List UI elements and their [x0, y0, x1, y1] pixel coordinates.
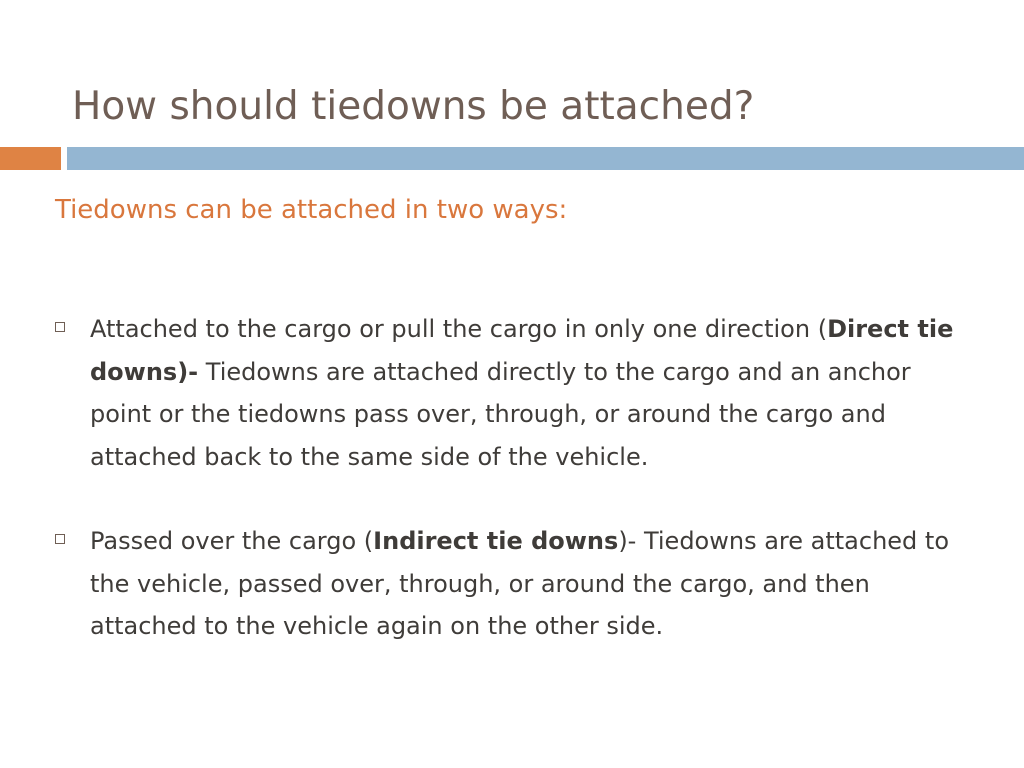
bullet-text-after: )- Tiedowns are attached to the vehicle, passed over, through, or around the cargo, and then attached to the vehicle again on the other side. — [90, 527, 950, 640]
bullet-text-before: Passed over the cargo ( — [90, 527, 374, 555]
accent-bar-orange — [0, 147, 61, 170]
accent-bar-blue — [67, 147, 1024, 170]
bullet-text-before: Attached to the cargo or pull the cargo in only one direction ( — [90, 315, 828, 343]
bullet-list — [55, 308, 965, 648]
hollow-square-bullet-icon — [55, 322, 65, 332]
bullet-item-direct-tie-downs — [55, 308, 965, 478]
bullet-bold-term: Indirect tie downs — [373, 527, 619, 555]
bullet-text-after: Tiedowns are attached directly to the cargo and an anchor point or the tiedowns pass over, through, or around the cargo and attached back to the same side of the vehicle. — [90, 357, 911, 471]
slide-title: How should tiedowns be attached? — [72, 84, 755, 129]
hollow-square-bullet-icon — [55, 534, 65, 544]
bullet-bold-term: Direct tie downs)- — [90, 315, 954, 386]
slide-subheading: Tiedowns can be attached in two ways: — [55, 195, 568, 225]
bullet-item-indirect-tie-downs — [55, 520, 965, 648]
